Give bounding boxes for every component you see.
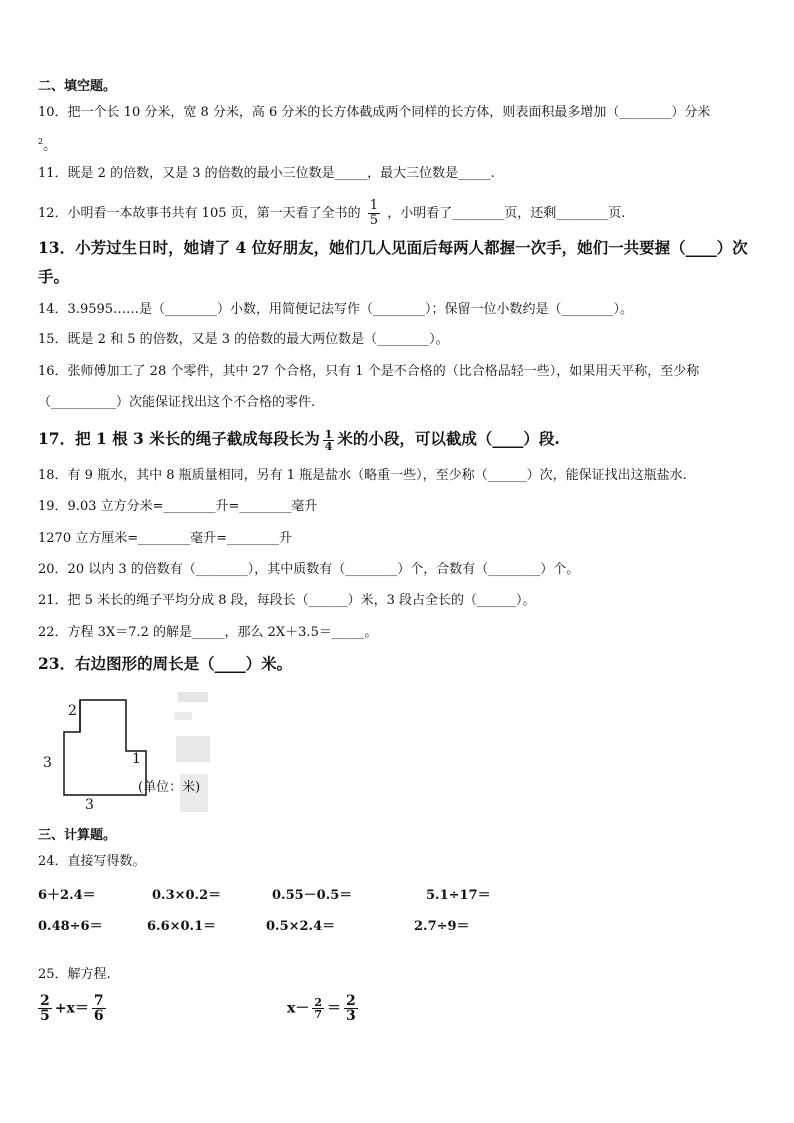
eq2-fraction-b: [344, 994, 358, 1023]
fraction-numerator: 7: [93, 993, 104, 1009]
fraction-numerator: 2: [40, 993, 50, 1009]
figure-unit-label: (单位：米): [138, 780, 201, 795]
question-24-title: 24．直接写得数。: [38, 854, 146, 869]
question-16-cont: （__________）次能保证找出这个不合格的零件.: [38, 395, 316, 410]
equation-1: [38, 994, 109, 1023]
eq2-prefix: x－: [287, 1000, 310, 1017]
eq1-fraction-a: [38, 994, 52, 1023]
fraction-numerator: 2: [314, 996, 323, 1009]
question-19-cont: 1270 立方厘米=________毫升=________升: [38, 531, 293, 546]
calc-item: 0.3×0.2＝: [152, 888, 222, 903]
question-25-title: 25．解方程.: [38, 967, 111, 982]
question-12-text-a: 12．小明看一本故事书共有 105 页，第一天看了全书的: [38, 206, 361, 221]
question-10-end: 。: [43, 138, 57, 154]
question-13-cont: 手。: [38, 267, 70, 286]
figure-label-right: 1: [132, 751, 141, 767]
question-12: [38, 199, 625, 228]
question-21: 21．把 5 米长的绳子平均分成 8 段，每段长（______）米，3 段占全长的（______）。: [38, 593, 536, 608]
fraction-denominator: 5: [369, 213, 379, 228]
calc-item: 0.5×2.4＝: [266, 919, 336, 934]
calc-item: 5.1÷17＝: [426, 888, 491, 903]
calc-item: 6.6×0.1＝: [147, 919, 217, 934]
section-fill-heading: 二、填空题。: [38, 79, 117, 94]
question-19: 19．9.03 立方分米=________升=________毫升: [38, 499, 318, 514]
question-17-text-a: 17．把 1 根 3 米长的绳子截成每段长为: [38, 429, 320, 448]
question-10-text: 10．把一个长 10 分米，宽 8 分米，高 6 分米的长方体截成两个同样的长方体，则表面积最多增加（________）分米: [38, 105, 711, 120]
figure-label-left: 3: [43, 755, 52, 771]
question-12-text-b: ，小明看了________页，还剩________页.: [387, 206, 626, 221]
question-10: [38, 104, 710, 122]
calc-item: 0.48÷6＝: [38, 919, 103, 934]
equation-2: [287, 994, 361, 1023]
eq1-fraction-b: [92, 994, 106, 1023]
fraction-denominator: 7: [314, 1008, 323, 1021]
eq1-middle: +x＝: [54, 1000, 89, 1017]
question-20: 20．20 以内 3 的倍数有（________），其中质数有（________）个，合数有（________）个。: [38, 562, 580, 577]
fraction-denominator: 6: [93, 1008, 104, 1024]
fraction-denominator: 4: [324, 439, 333, 453]
question-10-exponent: 2: [38, 137, 44, 146]
question-17: [38, 428, 560, 452]
question-16: 16．张师傅加工了 28 个零件，其中 27 个合格，只有 1 个是不合格的（比合格品轻一些），如果用天平称，至少称: [38, 364, 700, 379]
fraction-denominator: 5: [40, 1008, 50, 1024]
calc-item: 6＋2.4＝: [38, 888, 96, 903]
eq2-middle: ＝: [327, 1000, 342, 1017]
figure-label-top: 2: [68, 703, 77, 719]
question-13: 13．小芳过生日时，她请了 4 位好朋友，她们几人见面后每两人都握一次手，她们一共要握（____）次: [38, 238, 748, 257]
perimeter-figure: [38, 695, 228, 820]
section-calc-heading: 三、计算题。: [38, 828, 117, 843]
calc-item: 0.55－0.5＝: [272, 888, 353, 903]
question-10-cont: [38, 133, 56, 155]
question-15: 15．既是 2 和 5 的倍数，又是 3 的倍数的最大两位数是（________）。: [38, 332, 449, 347]
question-14: 14．3.9595……是（________）小数，用简便记法写作（________）；保留一位小数约是（________）。: [38, 302, 634, 317]
question-12-fraction: [368, 199, 380, 228]
fraction-numerator: 2: [346, 993, 356, 1009]
question-18: 18．有 9 瓶水，其中 8 瓶质量相同，另有 1 瓶是盐水（略重一些），至少称（______）次，能保证找出这瓶盐水.: [38, 468, 687, 483]
question-23: 23．右边图形的周长是（____）米。: [38, 654, 293, 673]
question-17-text-b: 米的小段，可以截成（____）段.: [337, 429, 560, 448]
fraction-denominator: 3: [346, 1008, 356, 1024]
figure-label-bottom: 3: [85, 797, 94, 813]
fraction-numerator: 1: [324, 427, 333, 441]
fraction-numerator: 1: [369, 198, 379, 213]
question-17-fraction: [323, 429, 335, 452]
question-22: 22．方程 3X＝7.2 的解是_____，那么 2X＋3.5＝_____。: [38, 625, 378, 640]
question-11: 11．既是 2 的倍数，又是 3 的倍数的最小三位数是_____，最大三位数是_____.: [38, 166, 495, 181]
calc-item: 2.7÷9＝: [414, 919, 470, 934]
eq2-fraction-a: [312, 997, 324, 1020]
